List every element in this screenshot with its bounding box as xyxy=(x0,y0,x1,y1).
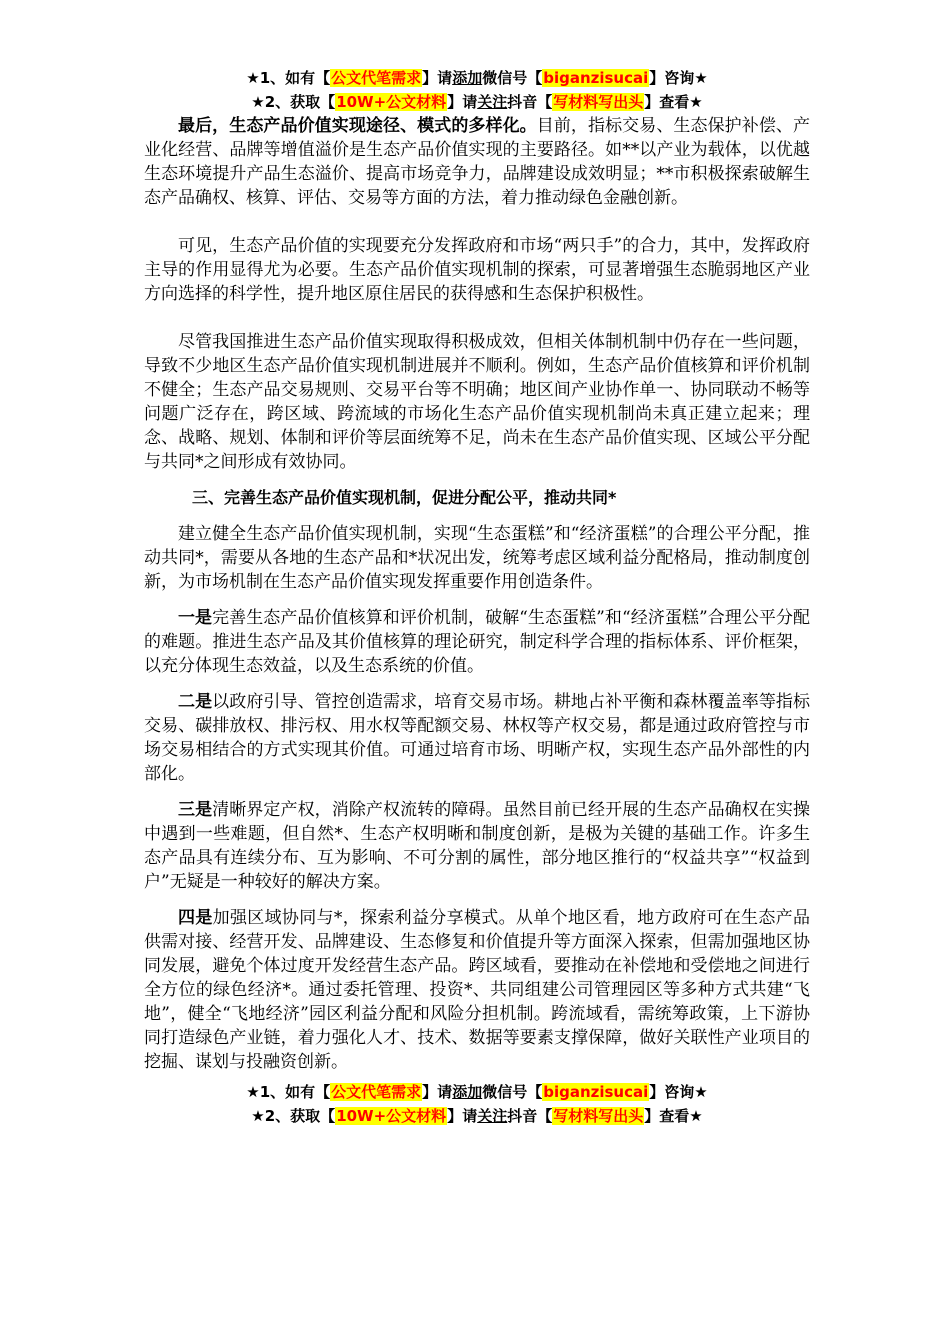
paragraph-8: 四是加强区域协同与*，探索利益分享模式。从单个地区看，地方政府可在生态产品供需对接、经营开发、品牌建设、生态修复和价值提升等方面深入探索，但需加强地区协同发展，避免个体过度开发经营生态产品。跨区域看，要推动在补偿地和受偿地之间进行全方位的绿色经济*。通过委托管理、投资*、共同组建公司管理园区等多种方式共建“飞地”，健全“飞地经济”园区利益分配和风险分担机制。跨流域看，需统筹政策，上下游协同打造绿色产业链，着力强化人才、技术、数据等要素支撑保障，做好关联性产业项目的挖掘、谋划与投融资创新。 xyxy=(144,908,811,1072)
highlight-ghostwriting-bottom: 公文代笔需求 xyxy=(331,1083,422,1101)
banner-bottom-line2: ★2、获取【10W+公文材料】请关注抖音【写材料写出头】查看★ xyxy=(251,1107,703,1125)
highlight-materials-bottom: 10W+公文材料 xyxy=(336,1107,447,1125)
highlight-wechat-id: biganzisucai xyxy=(543,69,649,87)
section-heading-3: 三、完善生态产品价值实现机制，促进分配公平，推动共同* xyxy=(192,488,617,507)
paragraph-5: 一是完善生态产品价值核算和评价机制，破解“生态蛋糕”和“经济蛋糕”合理公平分配的难题。推进生态产品及其价值核算的理论研究，制定科学合理的指标体系、评价框架，以充分体现生态效益，以及生态系统的价值。 xyxy=(144,608,811,676)
paragraph-4: 建立健全生态产品价值实现机制，实现“生态蛋糕”和“经济蛋糕”的合理公平分配，推动共同*，需要从各地的生态产品和*状况出发，统筹考虑区域利益分配格局，推动制度创新，为市场机制在生态产品价值实现发挥重要作用创造条件。 xyxy=(144,524,810,592)
banner-top-line1: ★1、如有【公文代笔需求】请添加微信号【biganzisucai】咨询★ xyxy=(246,69,708,87)
highlight-douyin-bottom: 写材料写出头 xyxy=(553,1107,644,1125)
paragraph-3: 尽管我国推进生态产品价值实现取得积极成效，但相关体制机制中仍存在一些问题，导致不少地区生态产品价值实现机制进展并不顺利。例如，生态产品价值核算和评价机制不健全；生态产品交易规则、交易平台等不明确；地区间产业协作单一、协同联动不畅等问题广泛存在，跨区域、跨流域的市场化生态产品价值实现机制尚未真正建立起来；理念、战略、规划、体制和评价等层面统筹不足，尚未在生态产品价值实现、区域公平分配与共同*之间形成有效协同。 xyxy=(144,332,810,472)
highlight-materials: 10W+公文材料 xyxy=(336,93,447,111)
banner-bottom-line1: ★1、如有【公文代笔需求】请添加微信号【biganzisucai】咨询★ xyxy=(246,1083,708,1101)
paragraph-2: 可见，生态产品价值的实现要充分发挥政府和市场“两只手”的合力，其中，发挥政府主导的作用显得尤为必要。生态产品价值实现机制的探索，可显著增强生态脆弱地区产业方向选择的科学性，提升地区原住居民的获得感和生态保护积极性。 xyxy=(144,236,810,304)
highlight-ghostwriting: 公文代笔需求 xyxy=(331,69,422,87)
document-page xyxy=(144,66,810,1128)
paragraph-7: 三是清晰界定产权，消除产权流转的障碍。虽然目前已经开展的生态产品确权在实操中遇到一些难题，但自然*、生态产权明晰和制度创新，是极为关键的基础工作。许多生态产品具有连续分布、互为影响、不可分割的属性，部分地区推行的“权益共享”“权益到户”无疑是一种较好的解决方案。 xyxy=(144,800,811,892)
highlight-wechat-id-bottom: biganzisucai xyxy=(543,1083,649,1101)
paragraph-1: 最后，生态产品价值实现途径、模式的多样化。目前，指标交易、生态保护补偿、产业化经营、品牌等增值溢价是生态产品价值实现的主要路径。如**以产业为载体，以优越生态环境提升产品生态溢价、提高市场竞争力，品牌建设成效明显；**市积极探索破解生态产品确权、核算、评估、交易等方面的方法，着力推动绿色金融创新。 xyxy=(144,116,810,208)
banner-top-line2: ★2、获取【10W+公文材料】请关注抖音【写材料写出头】查看★ xyxy=(251,93,703,111)
paragraph-6: 二是以政府引导、管控创造需求，培育交易市场。耕地占补平衡和森林覆盖率等指标交易、碳排放权、排污权、用水权等配额交易、林权等产权交易，都是通过政府管控与市场交易相结合的方式实现其价值。可通过培育市场、明晰产权，实现生态产品外部性的内部化。 xyxy=(144,692,811,784)
highlight-douyin: 写材料写出头 xyxy=(553,93,644,111)
